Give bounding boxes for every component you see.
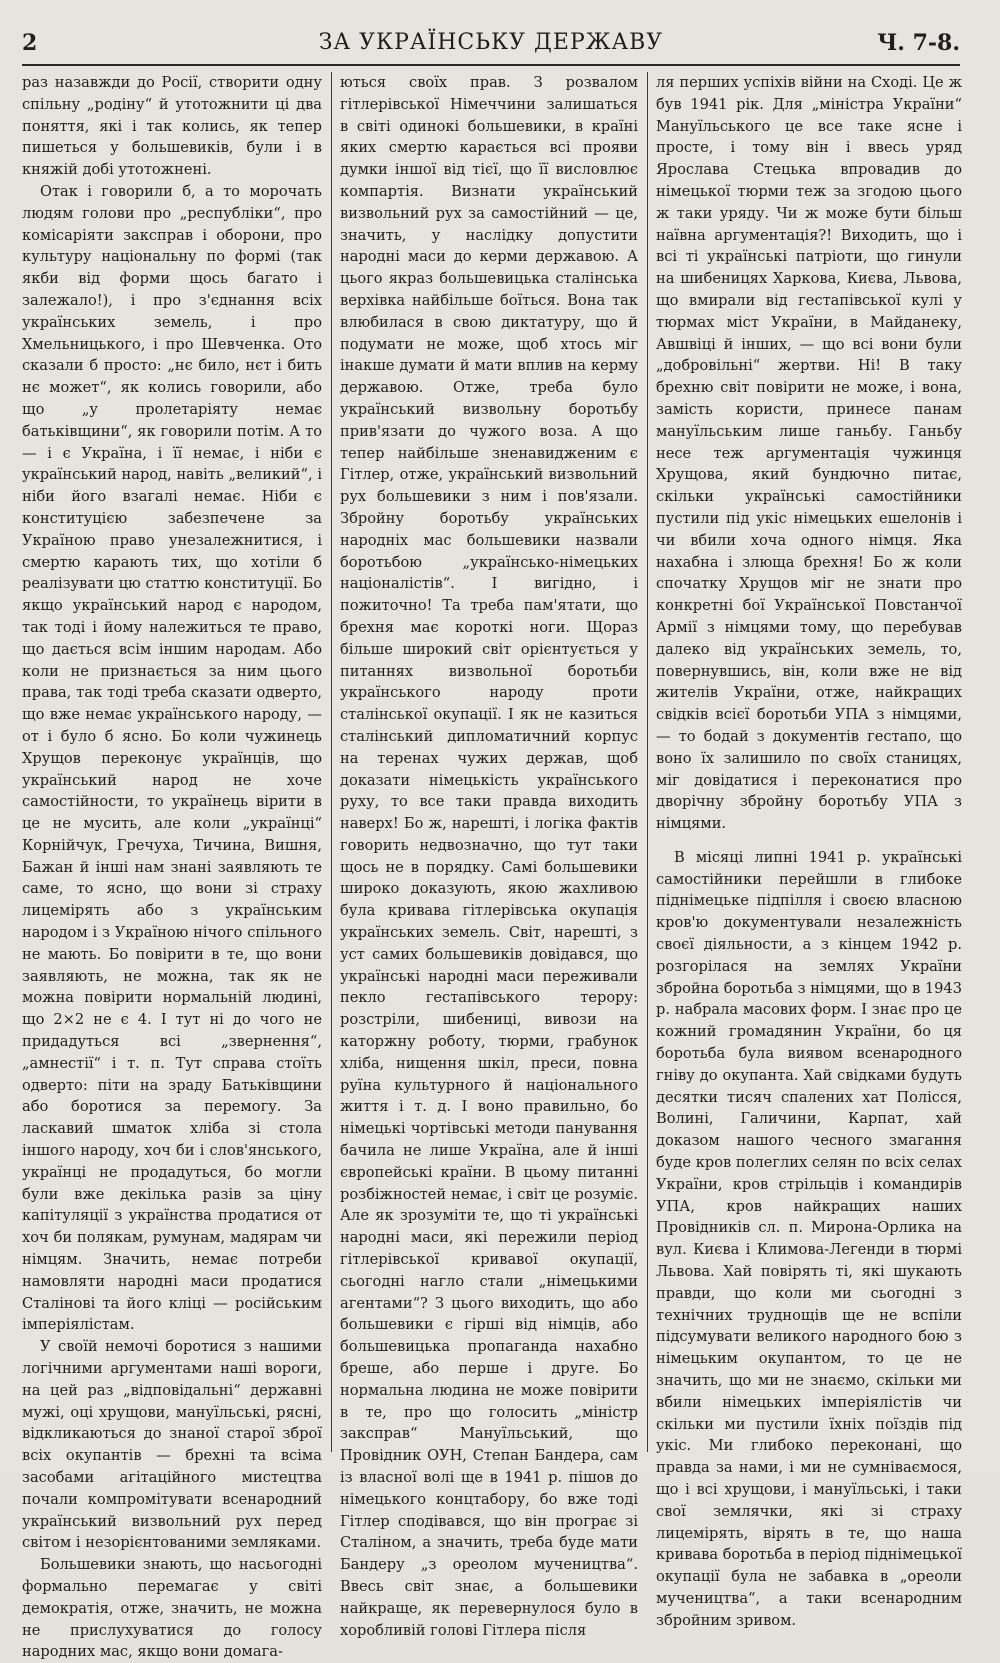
- column-divider: [331, 72, 332, 1452]
- paragraph: В місяці липні 1941 р. українські самостійники перейшли в глибоке піднімецьке підпілля і своєю власною кров'ю документували незалежність своєї діяльности, а з кінцем 1942 р. розгорілася на землях України збройна боротьба з німцями, що в 1943 р. набрала масових форм. І знає про це кожний громадянин України, бо ця боротьба була виявом всенародного гніву до окупанта. Хай свідками будуть десятки тисяч спалених хат Полісся, Волині, Галичини, Карпат, хай доказом нашого чесного змагання буде кров полеглих селян по всіх селах України, кров стрільців і командирів УПА, кров найкращих наших Провідників сл. п. Мирона-Орлика на вул. Києва і Климова-Легенди в тюрмі Львова. Хай повірять ті, які шукають правди, що коли ми сьогодні з технічних труднощів ще не вспіли підсумувати великого народного бою з німецьким окупантом, то це не значить, що ми не знаємо, скільки ми вбили німецьких імперіялістів чи скільки ми пустили їхніх поїздів під укіс. Ми глибоко переконані, що правда за нами, і ми не сумніваємося, що і всі хрущови, і мануїльські, і таки свої землячки, які зі страху лицемірять, вірять в те, що наша кривава боротьба в період піднімецької окупації була не забавка в „ореоли мучеництва“, а таки всенародним збройним зривом.: [656, 848, 962, 1629]
- paragraph: Отак і говорили б, а то морочать людям голови про „республіки“, про комісаріяти заксправ і оборони, про культуру національну по формі (так якби від форми щось багато і залежало!), і про з'єднання всіх українських земель, і про Хмельницького, і про Шевченка. Ото сказали б просто: „нє било, нєт і бить нє может“, як колись говорили, або що „у пролетаріяту немає батьківщини“, як говорили потім. А то — і є Україна, і її немає, і ніби є український народ, навіть „великий“, і ніби його взагалі немає. Ніби є конституцією забезпечене за Україною право унезалежнитися, і смертю карають тих, що хотіли б реалізувати цю статтю конституції. Бо якщо український народ є народом, так тоді і йому належиться те право, що дається всім іншим народам. Або коли не признається за ним цього права, так тоді треба сказати одверто, що вже немає українського народу, — от і було б ясно. Бо коли чужинець Хрущов переконує українців, що український народ не хоче самостійности, то українець вірити в це не мусить, але коли „українці“ Корнійчук, Гречуха, Тичина, Вишня, Бажан й інші нам знані заявляють те саме, то ясно, що вони зі страху лицемірять або з українським народом і з Україною нічого спільного не мають. Бо повірити в те, що вони заявляють, не можна, так як не можна повірити нормальній людині, що 2×2 не є 4. І тут ні до чого не придадуться всі „звернення“, „амнестії“ і т. п. Тут справа стоїть одверто: піти на зраду Батьківщини або боротися за перемогу. За ласкавий шматок хліба зі стола іншого народу, хоч би і слов'янського, українці не продадуться, бо могли були вже декілька разів за ціну капітуляції з українства продатися от хоч би полякам, румунам, мадярам чи німцям. Значить, немає потреби намовляти народні маси продатися Сталінові та його кліці — російським імперіялістам.: [22, 182, 322, 1334]
- page-header: [22, 30, 960, 66]
- column-2: [340, 72, 638, 1639]
- text-columns: [22, 72, 962, 1661]
- issue-number: Ч. 7-8.: [877, 30, 960, 56]
- paragraph: ються своїх прав. З розвалом гітлерівської Німеччини залишаться в світі одинокі большевики, в країні яких смертю карається всі прояви думки іншої від тієї, що її висловлює компартія. Визнати український визвольний рух за самостійний — це, значить, у наслідку допустити народні маси до керми державою. А цього якраз большевицька сталінська верхівка найбільше боїться. Вона так влюбилася в свою диктатуру, що й подумати не може, щоб хтось міг інакше думати й мати вплив на керму державою. Отже, треба було український визвольну боротьбу прив'язати до чужого воза. А що тепер найбільше зненавидженим є Гітлер, отже, український визвольний рух большевики з ним і пов'язали. Збройну боротьбу українських народніх мас большевики назвали боротьбою „українсько-німецьких націоналістів“. І вигідно, і пожиточно! Та треба пам'ятати, що брехня має короткі ноги. Щораз більше широкий світ орієнтується у питаннях визвольної боротьби українського народу проти сталінської окупації. І як не казиться сталінський дипломатичний корпус на теренах чужих держав, щоб доказати німецькість українського руху, то все таки правда виходить наверх! Бо ж, нарешті, і логіка фактів говорить недвозначно, що тут таки щось не в порядку. Самі большевики широко доказують, якою жахливою була кривава гітлерівська окупація українських земель. Світ, нарешті, з уст самих большевиків довідався, що українські народні маси переживали пекло гестапівського терору: розстріли, шибениці, вивози на каторжну роботу, тюрми, грабунок хліба, нищення шкіл, преси, повна руїна культурного й національного життя і т. д. І воно правильно, бо німецькі чортівські методи панування бачила не лише Україна, але й інші європейські країни. В цьому питанні розбіжностей немає, і світ це розуміє. Але як зрозуміти те, що ті українські народні маси, які пережили період гітлерівської кривавої окупації, сьогодні нагло стали „німецькими агентами“? З цього виходить, що або большевики є гірші від німців, або большевицька пропаганда нахабно бреше, або перше і друге. Бо нормальна людина не може повірити в те, про що голосить „міністр заксправ“ Мануїльський, що Провідник ОУН, Степан Бандера, сам із власної волі ще в 1941 р. пішов до німецького концтабору, бо вже тоді Гітлер сподівався, що він програє зі Сталіном, а значить, треба буде мати Бандеру „з ореолом мучеництва“. Ввесь світ знає, а большевики найкраще, як перевернулося було в хоробливій голові Гітлера після: [340, 74, 638, 1639]
- page-number: 2: [22, 30, 38, 56]
- paragraph: раз назавжди до Росії, створити одну спільну „родіну“ й утотожнити ці два поняття, які і так колись, як тепер пишеться у большевиків, були і в княжій добі утотожнені.: [22, 74, 322, 179]
- column-divider: [647, 72, 648, 1452]
- column-1: [22, 72, 322, 1661]
- paragraph: Большевики знають, що насьогодні формально перемагає у світі демократія, отже, значить, не можна не прислухуватися до голосу народних мас, якщо вони домага-: [22, 1556, 322, 1661]
- journal-title: ЗА УКРАЇНСЬКУ ДЕРЖАВУ: [318, 30, 664, 55]
- paragraph: ля перших успіхів війни на Сході. Це ж був 1941 рік. Для „міністра України“ Мануїльського це все таке ясне і просте, і тому він і ввесь уряд Ярослава Стецька впровадив до німецької тюрми теж за згодою цього ж таки уряду. Чи ж може бути більш наївна аргументація?! Виходить, що і всі ті українські патріоти, що гинули на шибеницях Харкова, Києва, Львова, що вмирали від гестапівської кулі у тюрмах міст України, в Майданеку, Авшвіці й інших, — що всі вони були „добровільні“ жертви. Ні! В таку брехню світ повірити не може, і вона, замість користи, принесе панам мануїльським лише ганьбу. Ганьбу несе теж аргументація чужинця Хрущова, який бундючно питає, скільки українські самостійники пустили під укіс німецьких ешелонів і чи вбили хоча одного німця. Яка нахабна і злюща брехня! Бо ж коли спочатку Хрущов міг не знати про конкретні бої Української Повстанчої Армії з німцями тому, що перебував далеко від українських земель, то, повернувшись, він, коли вже не від жителів України, отже, найкращих свідків всієї боротьби УПА з німцями, — то бодай з документів гестапо, що воно їх залишило по своїх станицях, міг довідатися і переконатися про дворічну збройну боротьбу УПА з німцями.: [656, 74, 962, 833]
- paragraph: У своїй немочі боротися з нашими логічними аргументами наші вороги, на цей раз „відповідальні“ державні мужі, оці хрущови, мануїльські, рясні, відкликаються до знаної старої зброї всіх окупантів — брехні та всіма засобами агітаційного мистецтва почали компромітувати всенародний український визвольний рух перед світом і незорієнтованими земляками.: [22, 1338, 322, 1552]
- column-3: [656, 72, 962, 1629]
